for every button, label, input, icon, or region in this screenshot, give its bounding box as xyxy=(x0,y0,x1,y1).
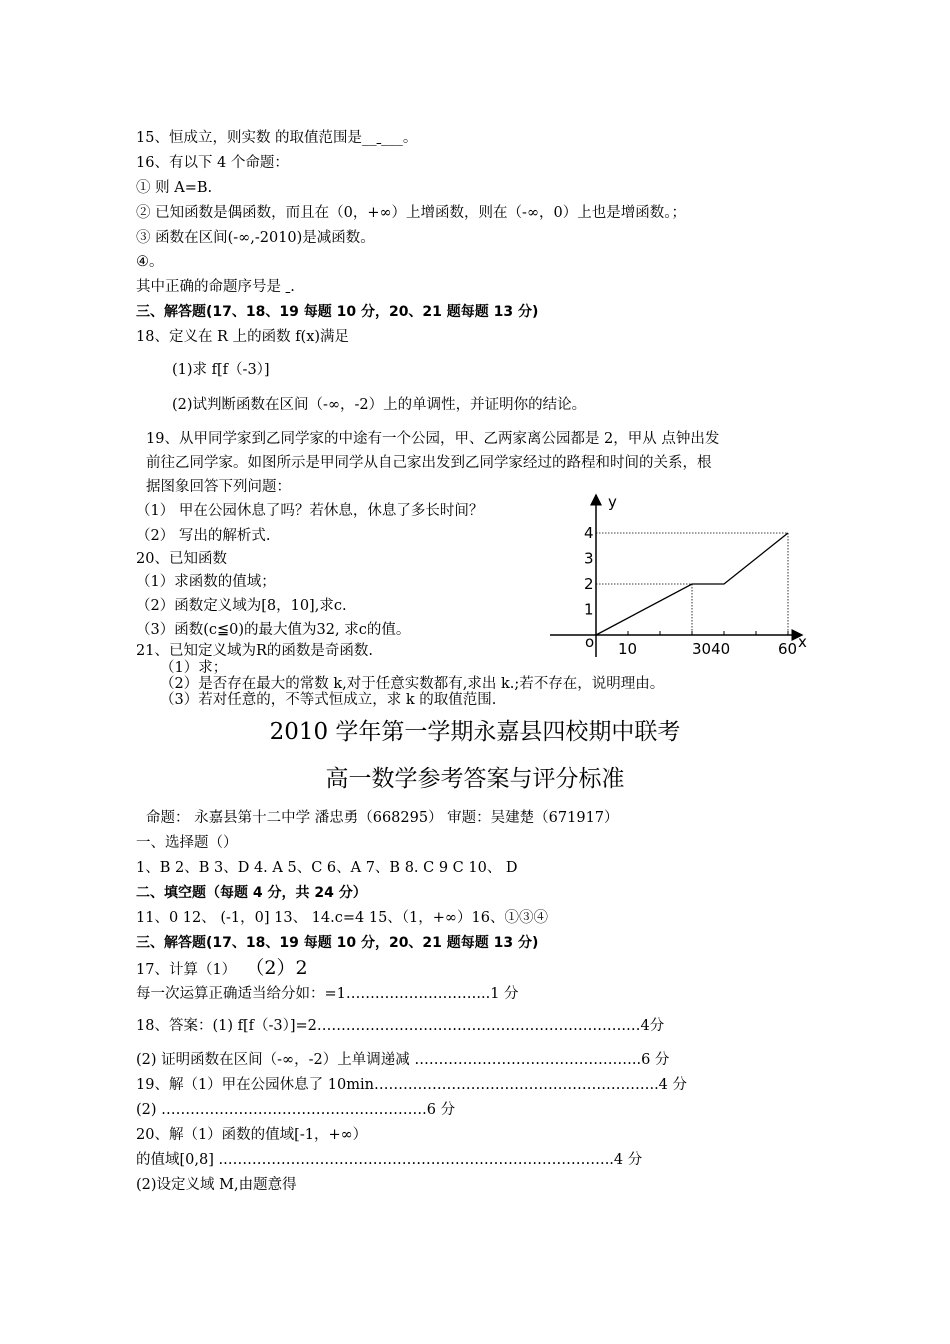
q15-text: 15、恒成立，则实数 的取值范围是 xyxy=(136,130,363,146)
answer-title-2: 高一数学参考答案与评分标准 xyxy=(325,766,625,792)
ans-sec3-heading: 三、解答题(17、18、19 每题 10 分，20、21 题每题 13 分) xyxy=(136,935,539,951)
q16-item-3: ③ 函数在区间(-∞,-2010)是减函数。 xyxy=(136,230,375,246)
ans18-part-1: 18、答案：(1) f[f（-3）]=2……………………………………………………….…4分 xyxy=(136,1018,665,1034)
y-tick-label-1: 1 xyxy=(584,600,594,619)
q15-end: 。 xyxy=(402,130,418,146)
y-tick-label-2: 2 xyxy=(584,575,594,593)
q15-blank: __ ___ xyxy=(362,130,403,146)
q16-answer-line xyxy=(136,277,295,297)
section3-heading: 三、解答题(17、18、19 每题 10 分，20、21 题每题 13 分) xyxy=(136,304,539,320)
q19-line-3: 据图象回答下列问题： xyxy=(146,479,291,495)
q18-part-2: (2)试判断函数在区间（-∞，-2）上的单调性，并证明你的结论。 xyxy=(172,397,587,413)
y-tick-label-4: 4 xyxy=(584,524,594,542)
x-tick-label-3040: 3040 xyxy=(692,640,731,658)
q18-text: 18、定义在 R 上的函数 f(x)满足 xyxy=(136,329,350,345)
x-axis-label: x xyxy=(798,633,807,651)
q16-item-2: ② 已知函数是偶函数，而且在（0，+∞）上增函数，则在（-∞，0）上也是增函数。； xyxy=(136,205,687,221)
ans19-part-2: (2) ……………………………………………….6 分 xyxy=(136,1102,456,1118)
distance-time-graph xyxy=(540,485,820,665)
q21-part-3: （3）若对任意的，不等式恒成立，求 k 的取值范围. xyxy=(160,692,497,708)
q16-text: 16、有以下 4 个命题： xyxy=(136,155,289,171)
q16-item-4: ④。 xyxy=(136,254,164,270)
y-axis-label: y xyxy=(608,493,617,511)
q19-line-1: 19、从甲同学家到乙同学家的中途有一个公园，甲、乙两家离公园都是 2，甲从 点钟出发 xyxy=(146,431,720,447)
ans19-part-1: 19、解（1）甲在公园休息了 10min…………………………………………………..4 分 xyxy=(136,1077,688,1093)
q20-text: 20、已知函数 xyxy=(136,551,227,567)
q16-answer-prompt: 其中正确的命题序号是 xyxy=(136,279,281,295)
q20-part-1: （1）求函数的值域； xyxy=(136,574,276,590)
q18-part-1: (1)求 f[f（-3）] xyxy=(172,362,270,378)
credits: 命题： 永嘉县第十二中学 潘忠勇（668295） 审题：吴建楚（671917） xyxy=(146,810,619,826)
q21-text: 21、已知定义域为R的函数是奇函数. xyxy=(136,643,373,659)
q16-item-1: ① 则 A=B. xyxy=(136,180,213,196)
ans17-label: 17、计算（1） xyxy=(136,962,237,978)
q20-part-2: （2）函数定义域为[8，10],求c. xyxy=(136,598,347,614)
ans20-part-3: (2)设定义域 M,由题意得 xyxy=(136,1177,297,1193)
q21-part-2: （2）是否存在最大的常数 k,对于任意实数都有,求出 k.;若不存在，说明理由。 xyxy=(160,676,665,692)
ans17-line xyxy=(136,958,308,980)
x-tick-label-10: 10 xyxy=(618,640,638,658)
y-tick-label-3: 3 xyxy=(584,549,594,568)
q19-line-2: 前往乙同学家。如图所示是甲同学从自己家出发到乙同学家经过的路程和时间的关系，根 xyxy=(146,455,712,471)
ans17-score: 每一次运算正确适当给分如：=1………………………...1 分 xyxy=(136,986,519,1002)
x-tick-label-60: 60 xyxy=(778,640,798,658)
origin-label: o xyxy=(585,633,595,651)
q20-part-3: （3）函数(c≦0)的最大值为32, 求c的值。 xyxy=(136,622,411,638)
ans-sec1-heading: 一、选择题（） xyxy=(136,835,238,851)
q15-line xyxy=(136,128,417,148)
ans20-part-1: 20、解（1）函数的值域[-1，+∞） xyxy=(136,1127,368,1143)
q19-part-2: （2） 写出的解析式. xyxy=(136,528,271,544)
ans-sec2-heading: 二、填空题（每题 4 分，共 24 分） xyxy=(136,885,367,901)
ans18-part-2: (2) 证明函数在区间（-∞，-2）上单调递减 ………………………………………..6 分 xyxy=(136,1052,670,1068)
q19-part-1: （1） 甲在公园休息了吗？若休息，休息了多长时间？ xyxy=(136,503,484,519)
q16-answer-end: . xyxy=(290,279,295,295)
q21-part-1: （1）求； xyxy=(160,660,228,676)
ans17-part-2: （2）2 xyxy=(245,957,308,979)
ans-sec2-content: 11、0 12、 (-1，0] 13、 14.c=4 15、（1，+∞）16、①③④ xyxy=(136,910,548,926)
ans20-part-2: 的值域[0,8] ..……………………………………………………………………..4 分 xyxy=(136,1152,643,1168)
distance-series-line xyxy=(596,533,788,635)
answer-title-1: 2010 学年第一学期永嘉县四校期中联考 xyxy=(269,719,681,745)
ans-sec1-content: 1、B 2、B 3、D 4. A 5、C 6、A 7、B 8. C 9 C 10、 D xyxy=(136,860,518,876)
